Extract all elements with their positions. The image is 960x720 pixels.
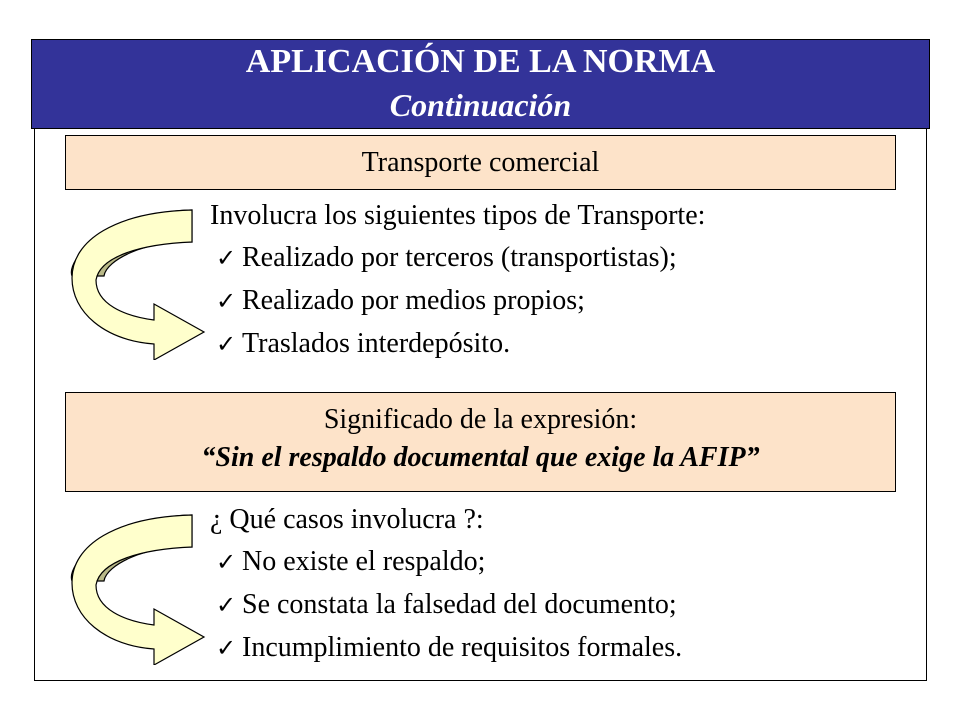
list-item [216, 326, 677, 369]
curved-arrow-icon [66, 505, 206, 665]
list-item-text: Se constata la falsedad del documento; [242, 589, 677, 620]
section1-intro: Involucra los siguientes tipos de Transporte: [210, 200, 706, 231]
title-bar [31, 39, 930, 129]
slide-subtitle: Continuación [389, 87, 572, 123]
check-icon: ✓ [216, 593, 237, 619]
section2-list [216, 544, 682, 673]
list-item-text: Traslados interdepósito. [242, 328, 511, 359]
check-icon: ✓ [216, 550, 237, 576]
slide-title: APLICACIÓN DE LA NORMA [245, 43, 716, 80]
section2-header-box [65, 392, 896, 492]
curved-arrow-icon [66, 200, 206, 360]
list-item [216, 587, 682, 630]
list-item-text: Realizado por medios propios; [242, 285, 585, 316]
section1-list [216, 240, 677, 369]
list-item-text: Realizado por terceros (transportistas); [242, 242, 677, 273]
list-item [216, 283, 677, 326]
section2-header-label: Significado de la expresión: [323, 404, 638, 435]
check-icon: ✓ [216, 289, 237, 315]
list-item [216, 544, 682, 587]
check-icon: ✓ [216, 246, 237, 272]
list-item [216, 240, 677, 283]
check-icon: ✓ [216, 636, 237, 662]
section2-intro: ¿ Qué casos involucra ?: [210, 504, 484, 535]
section1-header-label: Transporte comercial [361, 147, 600, 178]
check-icon: ✓ [216, 332, 237, 358]
list-item-text: No existe el respaldo; [242, 546, 486, 577]
list-item-text: Incumplimiento de requisitos formales. [242, 632, 683, 663]
list-item [216, 630, 682, 673]
section2-header-quote: “Sin el respaldo documental que exige la AFIP” [201, 442, 760, 473]
section1-header-box [65, 135, 896, 190]
